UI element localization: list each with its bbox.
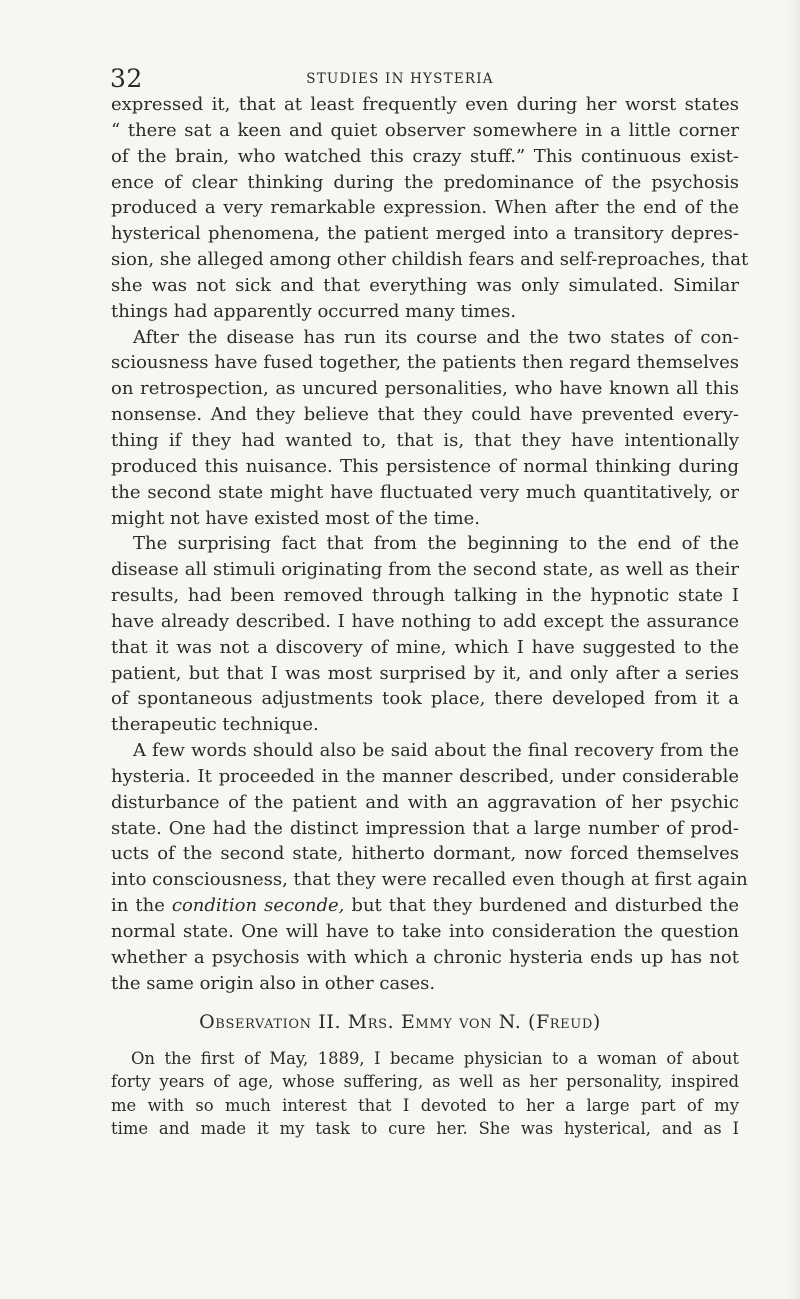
text-line: normal state. One will have to take into consideration the question: [111, 921, 739, 942]
text-line: sion, she alleged among other childish fears and self-reproaches, that: [111, 249, 749, 271]
text-line: thing if they had wanted to, that is, that they have intentionally: [111, 429, 739, 451]
text-line: things had apparently occurred many times.: [111, 300, 517, 322]
text-line: on retrospection, as uncured personalities, who have known all this: [111, 378, 739, 400]
section-body-text: [111, 1047, 739, 1140]
text-line: “ there sat a keen and quiet observer somewhere in a little corner: [111, 119, 739, 141]
text-line: of spontaneous adjustments took place, there developed from it a: [111, 688, 739, 710]
text-line: therapeutic technique.: [111, 714, 319, 736]
page-number: 32: [110, 64, 143, 93]
text-line-with-italic: [111, 893, 739, 919]
text-line: might not have existed most of the time.: [111, 507, 481, 529]
text-line: disease all stimuli originating from the second state, as well as their: [111, 559, 739, 581]
text-line: produced this nuisance. This persistence of normal thinking during: [111, 455, 739, 477]
text-line: she was not sick and that everything was only simulated. Similar: [111, 274, 739, 296]
body-text: [111, 92, 749, 997]
text-line: state. One had the distinct impression that a large number of prod-: [111, 817, 739, 839]
text-line: whether a psychosis with which a chronic hysteria ends up has not: [111, 946, 739, 968]
text-segment: in the: [111, 895, 172, 917]
text-line: A few words should also be said about the final recovery from the: [133, 740, 739, 762]
text-line: After the disease has run its course and the two states of con-: [133, 326, 739, 348]
text-line: the second state might have fluctuated very much quantitatively, or: [111, 481, 739, 503]
text-line: sciousness have fused together, the patients then regard themselves: [111, 352, 739, 374]
text-line: that it was not a discovery of mine, which I have suggested to the: [111, 636, 739, 658]
text-line: patient, but that I was most surprised by it, and only after a series: [111, 662, 739, 684]
text-line: time and made it my task to cure her. She was hysterical, and as I: [111, 1118, 739, 1138]
text-line: of the brain, who watched this crazy stuff.” This continuous exist-: [111, 145, 739, 167]
text-line: have already described. I have nothing to add except the assurance: [111, 610, 739, 632]
text-line: the same origin also in other cases.: [111, 972, 436, 994]
italic-phrase: condition seconde,: [171, 895, 345, 917]
text-line: disturbance of the patient and with an aggravation of her psychic: [111, 791, 739, 813]
text-segment: but that they burdened and disturbed the: [344, 895, 739, 917]
text-line: forty years of age, whose suffering, as well as her personality, inspired: [111, 1072, 739, 1092]
text-line: ucts of the second state, hitherto dormant, now forced themselves: [111, 843, 739, 865]
running-head: STUDIES IN HYSTERIA: [306, 71, 494, 87]
text-line: hysterical phenomena, the patient merged into a transitory depres-: [111, 223, 739, 245]
section-heading: Observation II. Mrs. Emmy von N. (Freud): [199, 1011, 601, 1033]
text-line: expressed it, that at least frequently even during her worst states: [111, 94, 739, 115]
text-line: On the first of May, 1889, I became physician to a woman of about: [131, 1049, 739, 1068]
text-line: into consciousness, that they were recalled even though at first again: [111, 869, 748, 891]
text-line: results, had been removed through talking in the hypnotic state I: [111, 585, 739, 607]
text-line: hysteria. It proceeded in the manner described, under considerable: [111, 765, 739, 787]
text-line: me with so much interest that I devoted to her a large part of my: [111, 1095, 739, 1115]
text-line: produced a very remarkable expression. When after the end of the: [111, 197, 739, 219]
text-line: ence of clear thinking during the predominance of the psychosis: [111, 171, 739, 193]
text-line: The surprising fact that from the beginning to the end of the: [133, 533, 739, 555]
page-edge-shadow: [786, 0, 800, 1299]
text-line: nonsense. And they believe that they could have prevented every-: [111, 404, 739, 426]
